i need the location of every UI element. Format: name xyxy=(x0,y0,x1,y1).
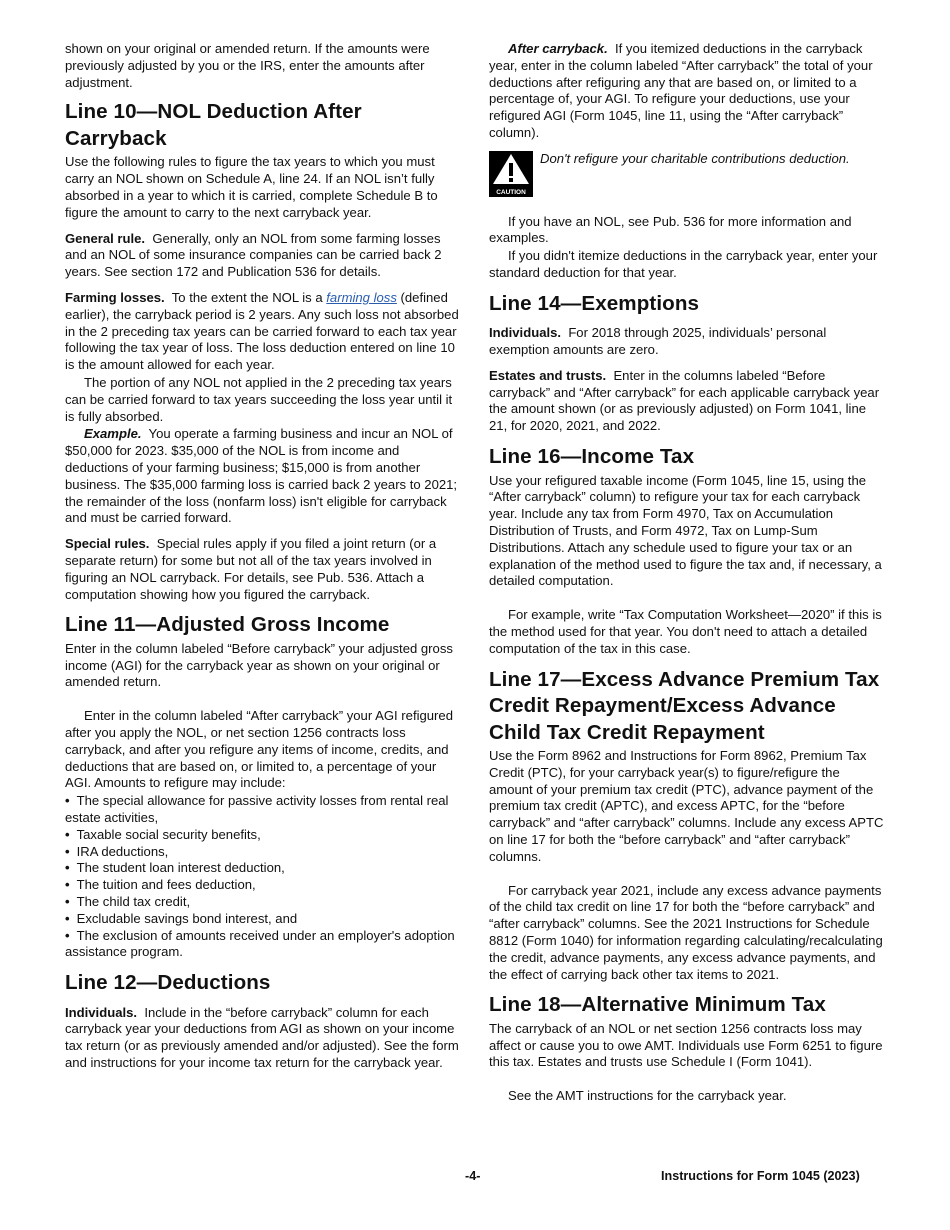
example-paragraph xyxy=(65,426,463,527)
example-head: Example. xyxy=(84,426,142,442)
standard-deduction-paragraph: If you didn't itemize deductions in the carryback year, enter your standard deduction for that year. xyxy=(489,248,878,280)
heading-line-16: Line 16—Income Tax xyxy=(489,445,695,469)
heading-line-11: Line 11—Adjusted Gross Income xyxy=(65,613,390,637)
line17-paragraph-1: Use the Form 8962 and Instructions for Form 8962, Premium Tax Credit (PTC), for your carryback year(s) to figure/refigure the amount of your premium tax credit (PTC), advance payment of the premium tax credit (APTC), and excess APTC, for the “before carryback” and “after carryback” columns. Include any excess APTC on line 17 for both the “before carryback” and “after carryback” columns. xyxy=(489,748,884,864)
general-rule-head: General rule. xyxy=(65,230,146,246)
list-item: • IRA deductions, xyxy=(65,843,169,859)
line11-after: Enter in the column labeled “After carryback” your AGI refigured after you apply the NOL, or net section 1256 contracts loss carryback, and after you refigure any items of income, credits, and deductions that are based on, or limited to, a percentage of your AGI. Amounts to refigure may include: xyxy=(65,708,453,791)
page-number: -4- xyxy=(465,1169,481,1183)
after-carryback-paragraph xyxy=(489,41,887,142)
caution-icon xyxy=(489,151,533,202)
example-text: You operate a farming business and incur an NOL of $50,000 for 2023. $35,000 of the NOL is from income and deductions of your farming business; $15,000 is from another business. The $35,000 farming loss is carried back 2 years to 2021; the remainder of the loss (nonfarm loss) isn't eligible for carryback and must be carried forward. xyxy=(65,426,458,526)
exemptions-individuals-text: For 2018 through 2025, individuals’ personal exemption amounts are zero. xyxy=(489,325,827,358)
farming-loss-link[interactable]: farming loss xyxy=(326,289,397,305)
general-rule-text: Generally, only an NOL from some farming losses and an NOL of some insurance companies can be carried back 2 years. See section 172 and Publication 536 for details. xyxy=(65,230,442,280)
footer-form-title: Instructions for Form 1045 (2023) xyxy=(661,1169,860,1183)
list-item: • The tuition and fees deduction, xyxy=(65,877,256,893)
deductions-individuals-paragraph xyxy=(65,1005,463,1072)
caution-label: CAUTION xyxy=(496,188,526,196)
caution-text: Don't refigure your charitable contributions deduction. xyxy=(540,150,850,166)
agi-items-list xyxy=(65,793,463,961)
list-item: • The exclusion of amounts received under an employer's adoption assistance program. xyxy=(65,927,455,960)
general-rule-paragraph xyxy=(65,231,463,281)
left-column xyxy=(65,41,463,1081)
heading-line-14: Line 14—Exemptions xyxy=(489,291,700,315)
exemptions-individuals-paragraph xyxy=(489,325,887,359)
line17-paragraph-2: For carryback year 2021, include any excess advance payments of the child tax credit on line 17 for both the “before carryback” and “after carryback” columns. See the 2021 Instructions for Schedule 8812 (Form 1040) for information regarding calculating/recalculating the credit, advance payments, any excess advance payments, and the effect of carrying back other tax items to 2021. xyxy=(489,882,883,982)
list-item: • Excludable savings bond interest, and xyxy=(65,910,298,926)
after-carryback-head: After carryback. xyxy=(508,41,608,56)
deductions-individuals-text: Include in the “before carryback” column for each carryback year your deductions from AGI as shown on your income tax return (or as previously amended and/or adjusted). See the form and instructions for your income tax return for the carryback year. xyxy=(65,1004,459,1071)
right-column xyxy=(489,41,887,1114)
line18-paragraph-1: The carryback of an NOL or net section 1256 contracts loss may affect or cause you to owe AMT. Individuals use Form 6251 to figure this tax. Estates and trusts use Schedule I (Form 1041). xyxy=(489,1020,883,1070)
heading-line-10: Line 10—NOL Deduction After Carryback xyxy=(65,100,362,150)
portion-paragraph: The portion of any NOL not applied in the 2 preceding tax years can be carried forward to tax years succeeding the loss year until it is fully absorbed. xyxy=(65,374,453,424)
caution-note xyxy=(489,151,887,202)
line16-paragraph-2: For example, write “Tax Computation Worksheet—2020” if this is the method used for that year. You don't need to attach a detailed computation of the tax in this case. xyxy=(489,607,882,656)
heading-line-12: Line 12—Deductions xyxy=(65,971,271,995)
line10-intro: Use the following rules to figure the tax years to which you must carry an NOL shown on Schedule A, line 24. If an NOL isn’t fully absorbed in a year to which it is carried, complete Schedule B to figure the amount to carry to the next carryback year. xyxy=(65,154,438,220)
exemptions-individuals-head: Individuals. xyxy=(489,325,562,341)
farming-losses-paragraph xyxy=(65,290,463,374)
deductions-individuals-head: Individuals. xyxy=(65,1004,138,1020)
special-rules-paragraph xyxy=(65,536,463,603)
special-rules-head: Special rules. xyxy=(65,536,150,552)
line18-paragraph-2: See the AMT instructions for the carryback year. xyxy=(508,1088,787,1104)
heading-line-18: Line 18—Alternative Minimum Tax xyxy=(489,993,826,1017)
nol-pub-paragraph: If you have an NOL, see Pub. 536 for more information and examples. xyxy=(489,213,852,246)
heading-line-17: Line 17—Excess Advance Premium Tax Credit Repayment/Excess Advance Child Tax Credit Repayment xyxy=(489,667,880,744)
farming-losses-post: (defined earlier), the carryback period is 2 years. Any such loss not absorbed in the 2 preceding tax years can be carried forward to each tax year following the tax year of loss. The loss deduction entered on line 10 is the amount allowed for each year. xyxy=(65,289,459,373)
estates-trusts-text: Enter in the columns labeled “Before carryback” and “After carryback” for each applicable carryback year the amount shown (or as previously adjusted) on Form 1041, line 21, for 2020, 2021, and 2022. xyxy=(489,367,880,434)
list-item: • The child tax credit, xyxy=(65,893,191,909)
list-item: • Taxable social security benefits, xyxy=(65,826,261,842)
estates-trusts-paragraph xyxy=(489,368,887,435)
line16-paragraph-1: Use your refigured taxable income (Form 1045, line 15, using the “After carryback” column) to refigure your tax for each carryback year. Include any tax from Form 4970, Tax on Accumulation Distribution of Trusts, and Form 4972, Tax on Lump-Sum Distributions. Attach any schedule used to figure your tax or an explanation of the method used to figure the tax and, if necessary, a detailed computation. xyxy=(489,472,882,589)
list-item: • The special allowance for passive activity losses from rental real estate activities, xyxy=(65,793,449,825)
farming-losses-head: Farming losses. xyxy=(65,289,165,305)
after-carryback-text: If you itemized deductions in the carryback year, enter in the column labeled “After carryback” the total of your deductions after refiguring any that are based on, or limited to a percentage of, your AGI. To refigure your deductions, use your refigured AGI (Form 1045, line 11, using the “After carryback” column). xyxy=(489,41,873,140)
line11-before: Enter in the column labeled “Before carryback” your adjusted gross income (AGI) for the carryback year as shown on your original or amended return. xyxy=(65,640,453,690)
list-item: • The student loan interest deduction, xyxy=(65,860,285,876)
special-rules-text: Special rules apply if you filed a joint return (or a separate return) for some but not all of the tax years involved in figuring an NOL carryback. For details, see Pub. 536. Attach a computation showing how you figured the carryback. xyxy=(65,536,437,602)
continued-paragraph: shown on your original or amended return. If the amounts were previously adjusted by you or the IRS, enter the amounts after adjustment. xyxy=(65,41,430,90)
farming-losses-pre: To the extent the NOL is a xyxy=(171,289,323,305)
estates-trusts-head: Estates and trusts. xyxy=(489,367,607,383)
